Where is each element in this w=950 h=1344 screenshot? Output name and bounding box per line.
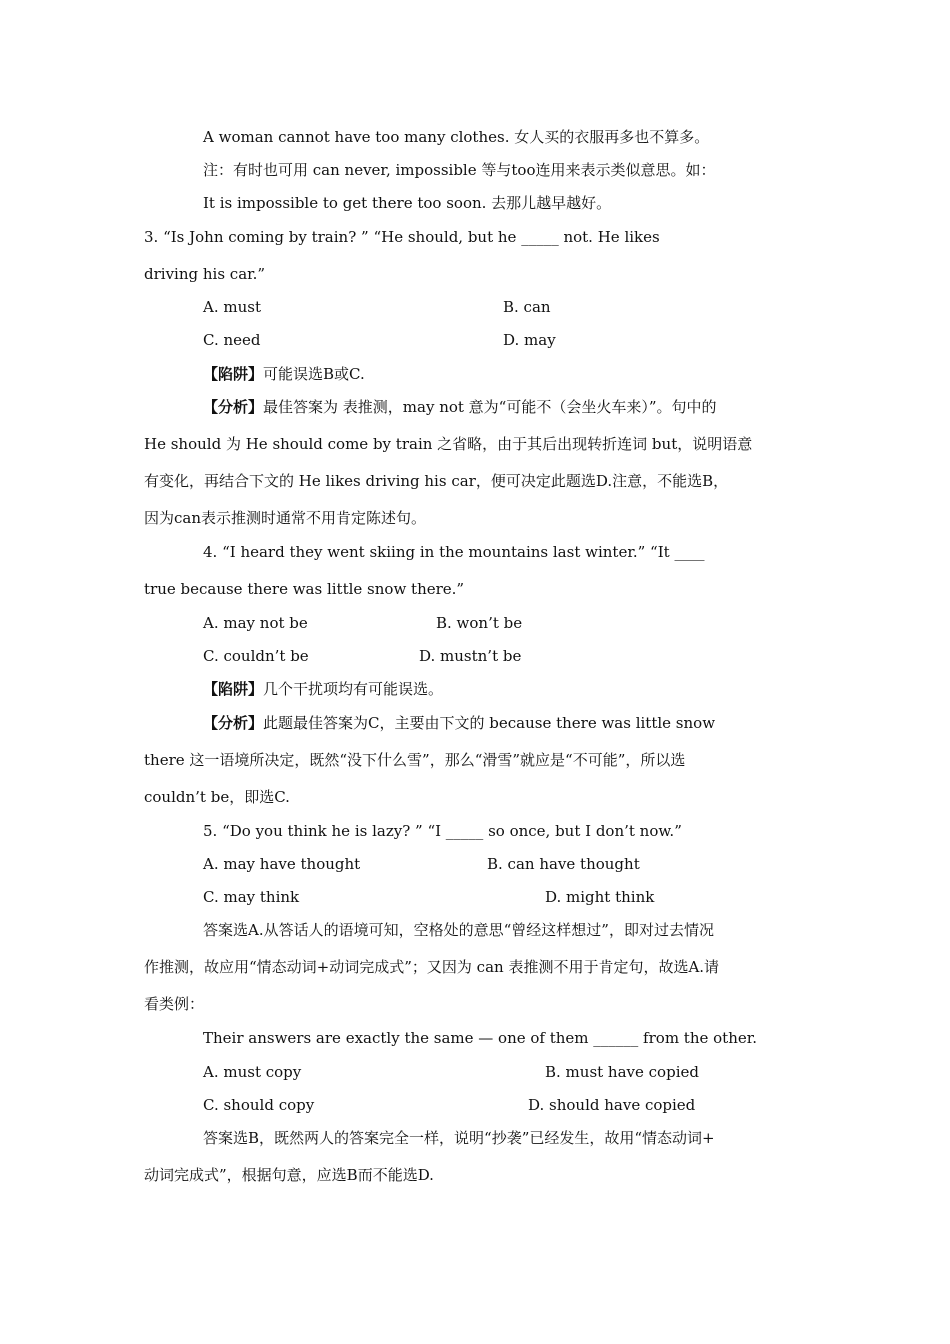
option-c: C. need — [203, 331, 261, 349]
answer-text: 看类例： — [144, 995, 205, 1013]
option-d: D. mustn’t be — [419, 647, 522, 665]
analysis-text: 有变化，再结合下文的 He likes driving his car，便可决定此题选D.注意，不能选B， — [144, 472, 729, 490]
answer-text: 动词完成式”，根据句意，应选B而不能选D. — [144, 1166, 434, 1184]
question-3-stem: driving his car.” — [144, 265, 266, 283]
trap-note — [203, 364, 365, 384]
analysis-text: 最佳答案为 表推测，may not 意为“可能不（会坐火车来）”。句中的 — [263, 398, 717, 416]
example-stem: Their answers are exactly the same — one of them ______ from the other. — [203, 1029, 758, 1047]
option-b: B. can — [503, 298, 551, 316]
option-a: A. must copy — [203, 1063, 302, 1081]
trap-label: 【陷阱】 — [203, 365, 264, 383]
trap-text: 几个干扰项均有可能误选。 — [263, 680, 444, 698]
question-3-stem: 3. “Is John coming by train? ” “He should, but he _____ not. He likes — [144, 228, 660, 246]
analysis-note — [203, 397, 717, 417]
text-line: A woman cannot have too many clothes. 女人买的衣服再多也不算多。 — [203, 128, 710, 146]
analysis-label: 【分析】 — [203, 714, 264, 732]
option-b: B. must have copied — [545, 1063, 699, 1081]
trap-text: 可能误选B或C. — [263, 365, 365, 383]
analysis-text: there 这一语境所决定，既然“没下什么雪”，那么“滑雪”就应是“不可能”，所以选 — [144, 751, 686, 769]
analysis-text: 因为can表示推测时通常不用肯定陈述句。 — [144, 509, 427, 527]
option-a: A. may have thought — [203, 855, 361, 873]
option-d: D. should have copied — [528, 1096, 696, 1114]
answer-text: 作推测，故应用“情态动词+动词完成式”；又因为 can 表推测不用于肯定句，故选A.请 — [144, 958, 720, 976]
option-a: A. must — [203, 298, 261, 316]
option-c: C. should copy — [203, 1096, 315, 1114]
answer-text: 答案选A.从答话人的语境可知，空格处的意思“曾经这样想过”，即对过去情况 — [203, 921, 714, 939]
analysis-text: couldn’t be，即选C. — [144, 788, 290, 806]
text-line: It is impossible to get there too soon. 去那儿越早越好。 — [203, 194, 612, 212]
option-a: A. may not be — [203, 614, 308, 632]
analysis-note — [203, 713, 715, 733]
trap-note — [203, 679, 443, 699]
option-b: B. can have thought — [487, 855, 640, 873]
option-c: C. may think — [203, 888, 300, 906]
option-d: D. might think — [545, 888, 655, 906]
text-line: 注：有时也可用 can never, impossible 等与too连用来表示类似意思。如： — [203, 161, 716, 179]
trap-label: 【陷阱】 — [203, 680, 264, 698]
question-4-stem: 4. “I heard they went skiing in the mountains last winter.” “It ____ — [203, 543, 705, 561]
analysis-text: He should 为 He should come by train 之省略，由于其后出现转折连词 but，说明语意 — [144, 435, 753, 453]
option-d: D. may — [503, 331, 556, 349]
question-4-stem: true because there was little snow there.” — [144, 580, 465, 598]
answer-text: 答案选B，既然两人的答案完全一样，说明“抄袭”已经发生，故用“情态动词+ — [203, 1129, 715, 1147]
option-b: B. won’t be — [436, 614, 523, 632]
analysis-text: 此题最佳答案为C，主要由下文的 because there was little snow — [263, 714, 716, 732]
analysis-label: 【分析】 — [203, 398, 264, 416]
option-c: C. couldn’t be — [203, 647, 309, 665]
question-5-stem: 5. “Do you think he is lazy? ” “I _____ so once, but I don’t now.” — [203, 822, 682, 840]
